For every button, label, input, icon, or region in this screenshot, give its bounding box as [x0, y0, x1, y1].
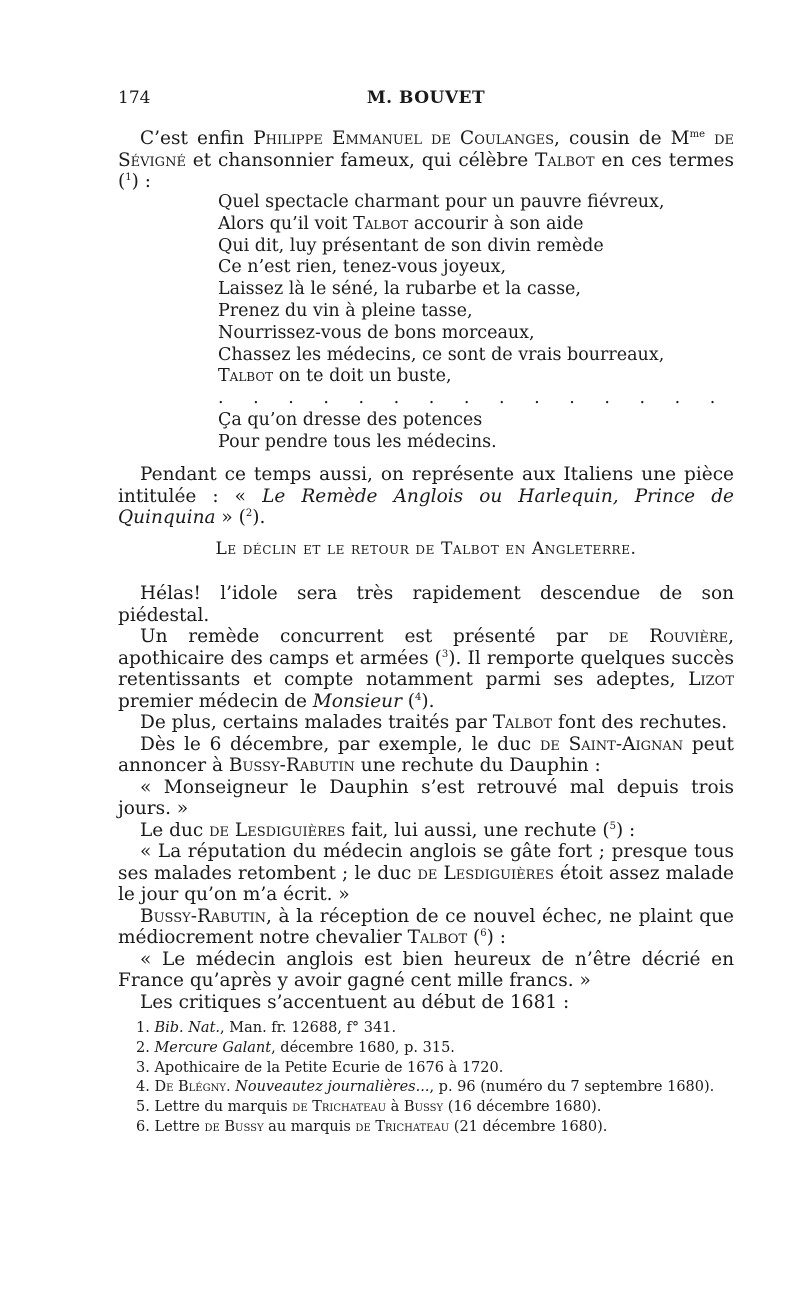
poem-line: Talbot on te doit un buste, [218, 366, 452, 387]
poem-line: Ce n’est rien, tenez-vous joyeux, [218, 257, 507, 278]
poem-line: Quel spectacle charmant pour un pauvre fiévreux, [218, 192, 665, 212]
section-heading: Le déclin et le retour de Talbot en Angleterre. [215, 539, 637, 559]
paragraph-italiens: Pendant ce temps aussi, on représente aux Italiens une pièce intitulée : « Le Remède Anglois ou Harlequin, Prince de Quinquina » ($^2$). [118, 464, 734, 528]
footnote: 1. Bib. Nat., Man. fr. 12688, f° 341. [136, 1020, 397, 1036]
paragraph: Un remède concurrent est présenté par de Rouvière, apothicaire des camps et armées ($^3$). Il remporte quelques succès retentissants et compte notamment parmi ses adeptes, Lizot premier médecin de Monsieur ($^4$). [118, 626, 734, 712]
poem-line: Prenez du vin à pleine tasse, [218, 300, 473, 321]
poem-line: Chassez les médecins, ce sont de vrais bourreaux, [218, 344, 665, 365]
running-head: M. BOUVET [366, 88, 486, 108]
poem-line: Alors qu’il voit Talbot accourir à son aide [218, 213, 584, 234]
footnote: 4. De Blégny. Nouveautez journalières..., p. 96 (numéro du 7 septembre 1680). [136, 1079, 715, 1096]
paragraph: Dès le 6 décembre, par exemple, le duc de Saint-Aignan peut annoncer à Bussy-Rabutin une rechute du Dauphin : [118, 733, 734, 776]
paragraph: De plus, certains malades traités par Talbot font des rechutes. [140, 712, 728, 733]
intro-paragraph: C’est enfin Philippe Emmanuel de Coulanges, cousin de $M^{me}$ de Sévigné et chansonnier fameux, qui célèbre Talbot en ces termes ($^1$) : [118, 128, 735, 192]
quotation: « Le médecin anglois est bien heureux de n’être décrié en France qu’après y avoir gagné cent mille francs. » [118, 948, 734, 991]
poem-line: Ça qu’on dresse des potences [218, 409, 483, 430]
quotation: « La réputation du médecin anglois se gâte fort ; presque tous ses malades retombent ; le duc de Lesdiguières étoit assez malade le jour qu’on m’a écrit. » [118, 841, 734, 905]
paragraph: Bussy-Rabutin, à la réception de ce nouvel échec, ne plaint que médiocrement notre chevalier Talbot ($^6$) : [118, 905, 734, 948]
poem-line: Nourrissez-vous de bons morceaux, [218, 322, 535, 343]
poem-block [218, 192, 727, 454]
paragraph: Les critiques s’accentuent au début de 1681 : [140, 991, 570, 1013]
play-title: Le Remède Anglois ou Harlequin, Prince de Quinquina [118, 485, 734, 528]
poem-line: Laissez là le séné, la rubarbe et la casse, [218, 279, 581, 300]
footnote: 6. Lettre de Bussy au marquis de Trichateau (21 décembre 1680). [136, 1118, 608, 1135]
footnote: 5. Lettre du marquis de Trichateau à Bussy (16 décembre 1680). [136, 1099, 602, 1116]
footnote-ref: 1 [125, 171, 132, 183]
poem-line: Qui dit, luy présentant de son divin remède [218, 235, 604, 256]
paragraph: Hélas! l’idole sera très rapidement descendue de son piédestal. [118, 583, 734, 626]
quotation: « Monseigneur le Dauphin s’est retrouvé mal depuis trois jours. » [118, 776, 734, 819]
main-text [118, 583, 734, 1013]
footnote: 2. Mercure Galant, décembre 1680, p. 315. [136, 1039, 455, 1056]
page-number: 174 [118, 88, 151, 108]
page-header [118, 88, 734, 112]
poem-line: Pour pendre tous les médecins. [218, 431, 497, 452]
poem-ellipsis: . . . . . . . . . . . . . . . [218, 388, 728, 409]
footnotes [136, 1019, 714, 1138]
footnote: 3. Apothicaire de la Petite Ecurie de 1676 à 1720. [136, 1059, 504, 1076]
paragraph: Le duc de Lesdiguières fait, lui aussi, une rechute ($^5$) : [140, 819, 636, 841]
footnote-ref: 2 [245, 507, 253, 519]
